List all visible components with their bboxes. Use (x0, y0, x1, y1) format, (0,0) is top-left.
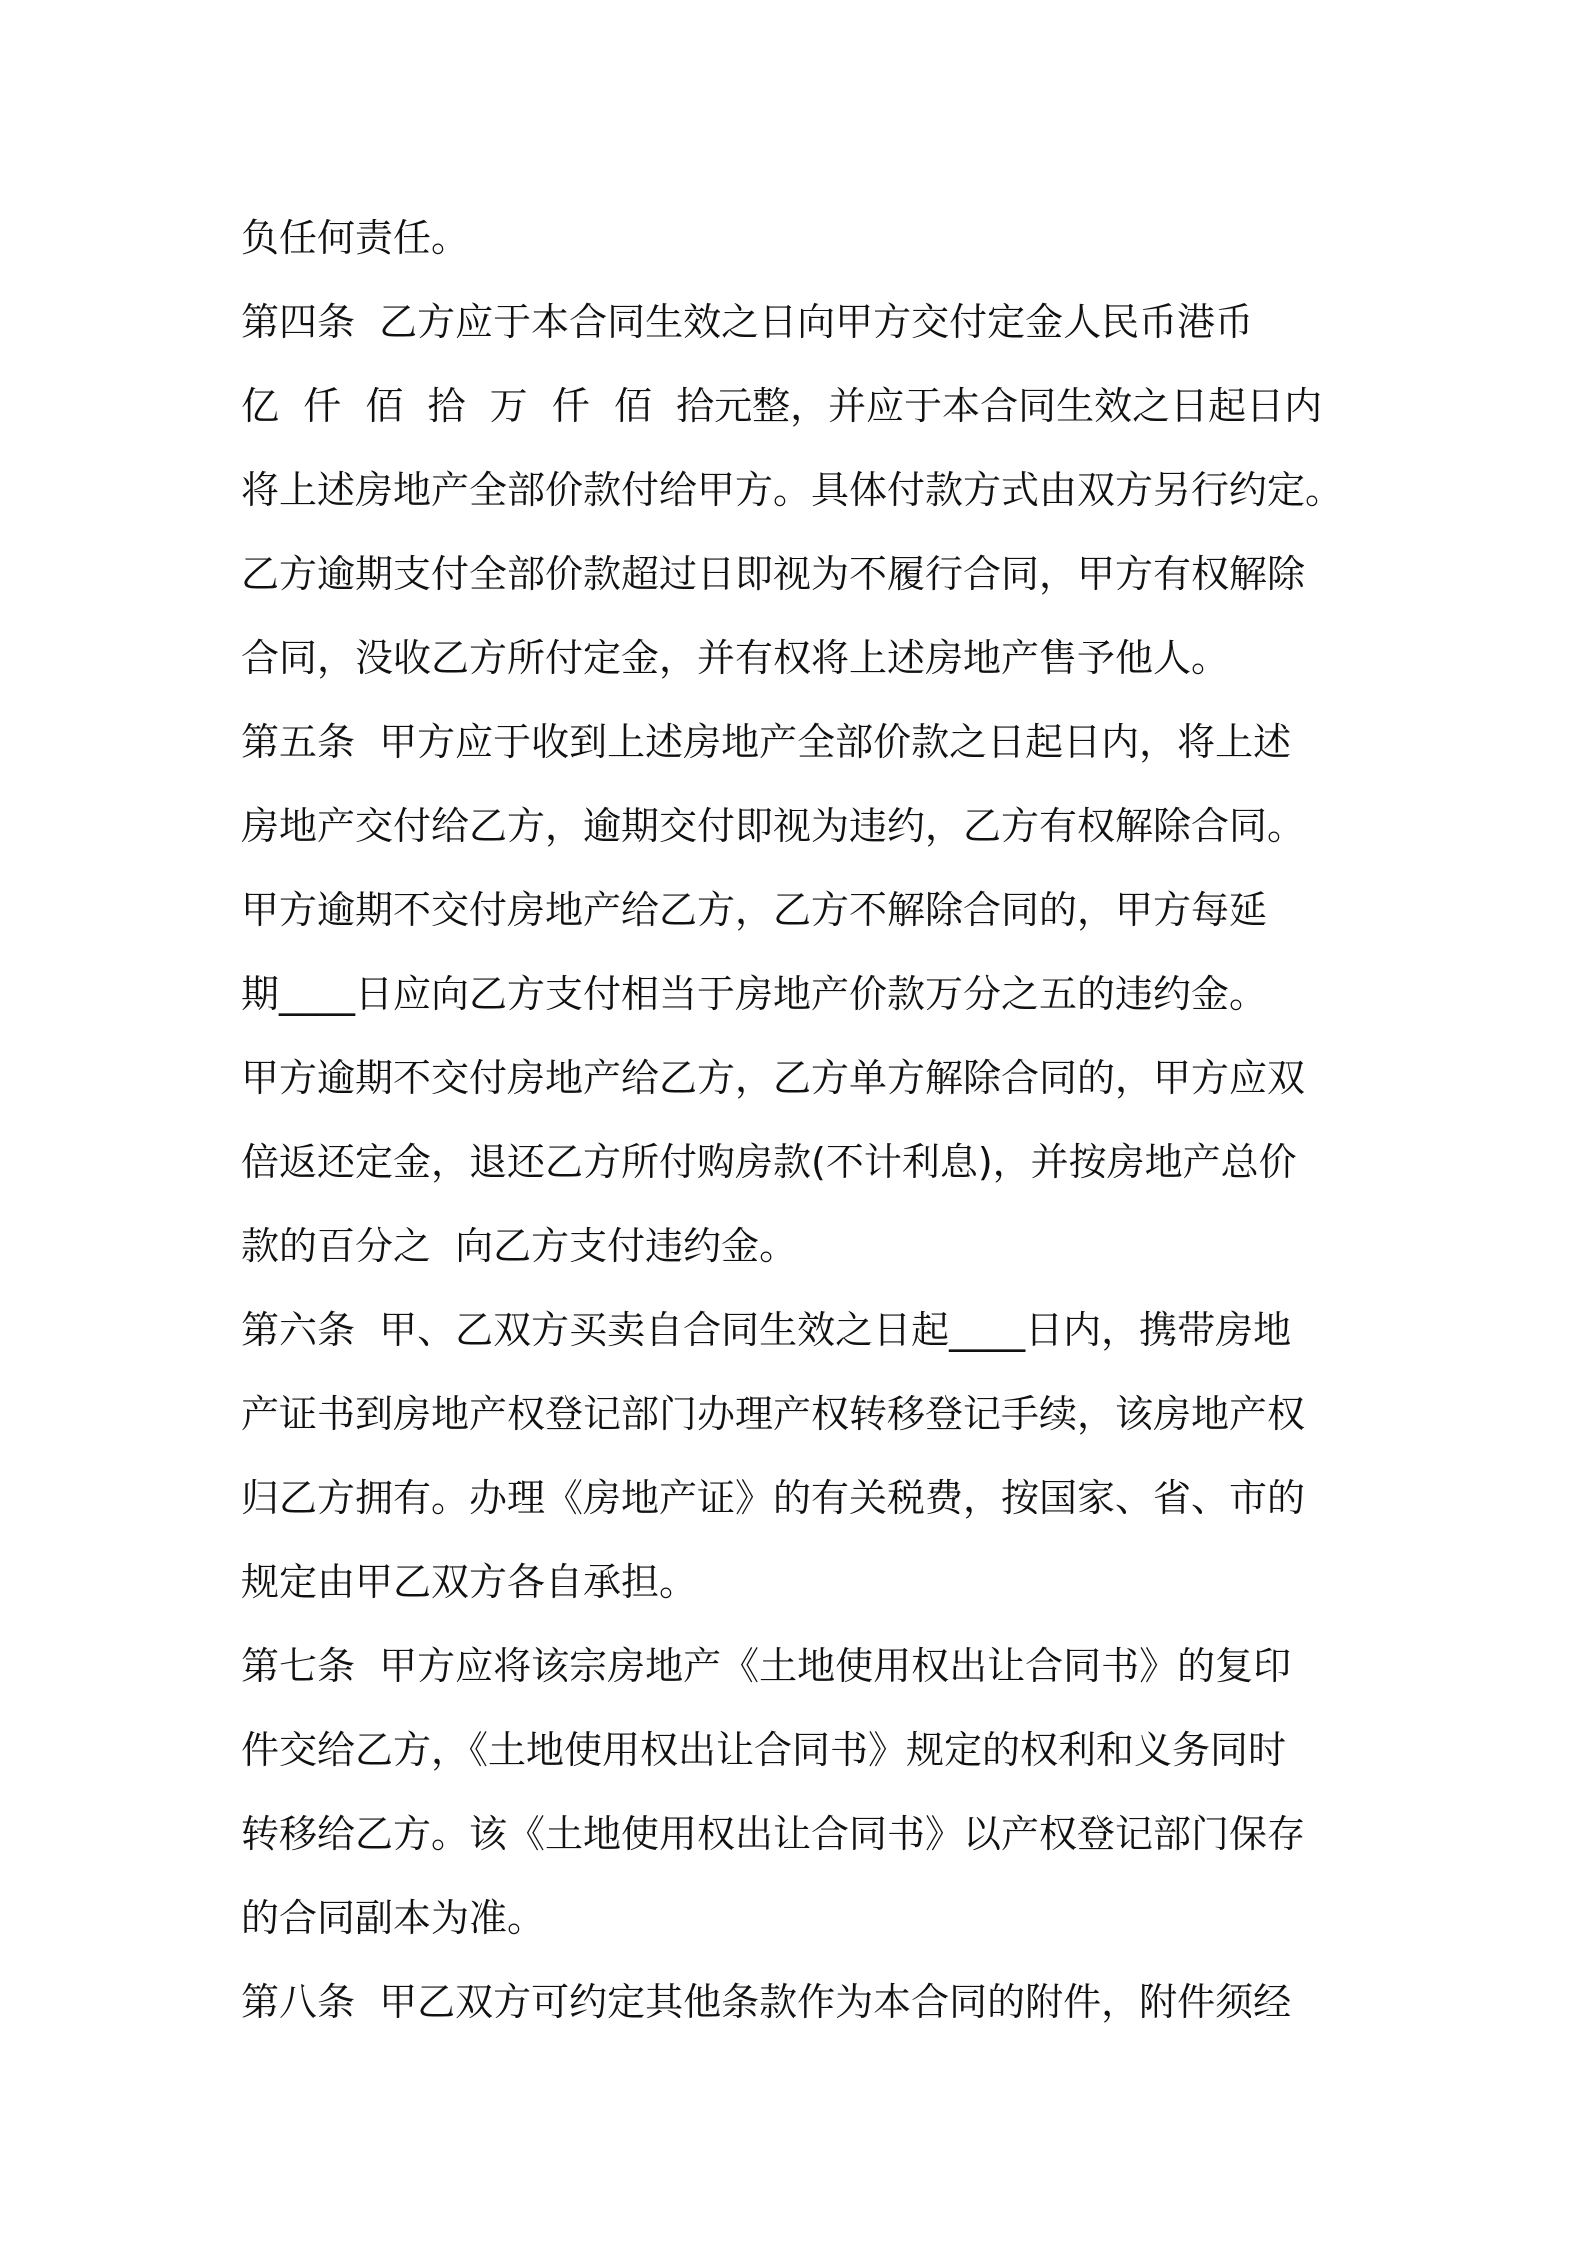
contract-body (241, 196, 1371, 2044)
text-line: 款的百分之 向乙方支付违约金。 (241, 1224, 798, 1268)
text-line: 期____日应向乙方支付相当于房地产价款万分之五的违约金。 (241, 972, 1268, 1016)
text-line: 将上述房地产全部价款付给甲方。具体付款方式由双方另行约定。 (241, 468, 1344, 512)
text-line: 件交给乙方，《土地使用权出让合同书》规定的权利和义务同时 (241, 1728, 1287, 1772)
text-line: 合同，没收乙方所付定金，并有权将上述房地产售予他人。 (241, 636, 1230, 680)
text-line: 倍返还定金，退还乙方所付购房款(不计利息)，并按房地产总价 (241, 1140, 1297, 1184)
text-line: 第八条 甲乙双方可约定其他条款作为本合同的附件，附件须经 (241, 1980, 1292, 2024)
text-line: 第五条 甲方应于收到上述房地产全部价款之日起日内，将上述 (241, 720, 1292, 764)
text-line: 乙方逾期支付全部价款超过日即视为不履行合同，甲方有权解除 (241, 552, 1306, 596)
text-line: 归乙方拥有。办理《房地产证》的有关税费，按国家、省、市的 (241, 1476, 1306, 1520)
text-line: 第六条 甲、乙双方买卖自合同生效之日起____日内，携带房地 (241, 1308, 1292, 1352)
text-line: 亿 仟 佰 拾 万 仟 佰 拾元整，并应于本合同生效之日起日内 (241, 384, 1323, 428)
text-line: 转移给乙方。该《土地使用权出让合同书》以产权登记部门保存 (241, 1812, 1306, 1856)
text-line: 甲方逾期不交付房地产给乙方，乙方不解除合同的，甲方每延 (241, 888, 1268, 932)
text-line: 甲方逾期不交付房地产给乙方，乙方单方解除合同的，甲方应双 (241, 1056, 1306, 1100)
text-line: 规定由甲乙双方各自承担。 (241, 1560, 698, 1604)
text-line: 负任何责任。 (241, 216, 470, 260)
text-line: 的合同副本为准。 (241, 1896, 546, 1940)
text-line: 第七条 甲方应将该宗房地产《土地使用权出让合同书》的复印 (241, 1644, 1292, 1688)
text-line: 产证书到房地产权登记部门办理产权转移登记手续，该房地产权 (241, 1392, 1306, 1436)
text-line: 房地产交付给乙方，逾期交付即视为违约，乙方有权解除合同。 (241, 804, 1306, 848)
text-line: 第四条 乙方应于本合同生效之日向甲方交付定金人民币港币 (241, 300, 1254, 344)
